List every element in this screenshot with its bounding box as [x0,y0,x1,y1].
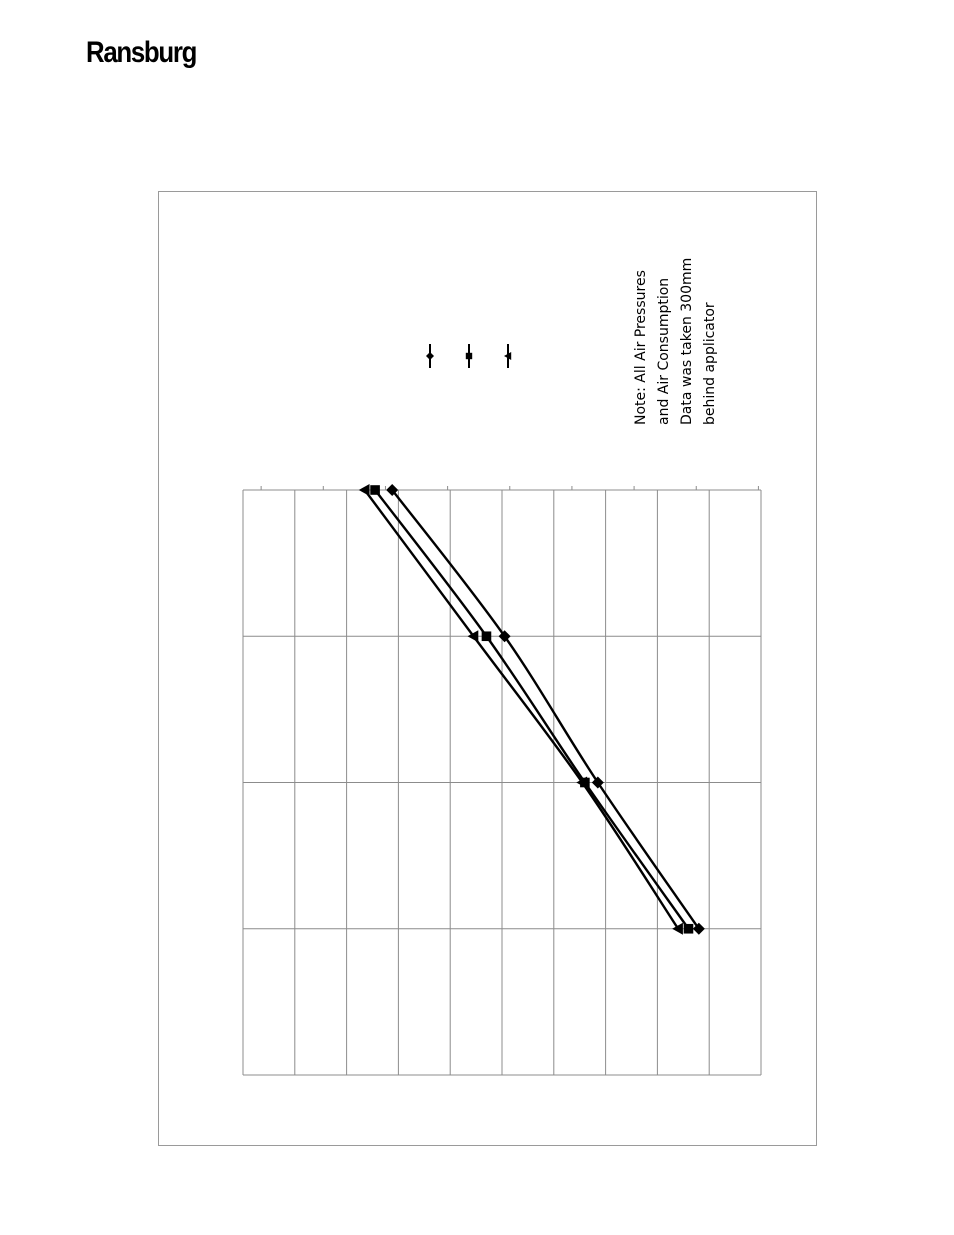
series-line-1 [392,490,699,929]
legend-marker-2 [466,353,472,359]
series-line-2 [375,490,688,929]
chart-grid [243,486,761,1075]
data-point-series-2 [482,631,492,641]
series-line-3 [365,490,678,929]
chart-note [633,258,718,425]
chart-legend [426,344,511,368]
data-point-series-3 [672,923,683,935]
note-line-3: Data was taken 300mm [679,257,695,425]
brand-logo: Ransburg [86,36,197,69]
data-point-series-2 [370,485,380,495]
note-line-1: Note: All Air Pressures [633,270,649,425]
chart-lines [365,490,699,929]
data-point-series-3 [359,484,370,496]
data-point-series-2 [684,924,694,934]
note-line-4: behind applicator [702,302,718,425]
note-line-2: and Air Consumption [656,277,672,425]
legend-marker-1 [426,352,434,360]
